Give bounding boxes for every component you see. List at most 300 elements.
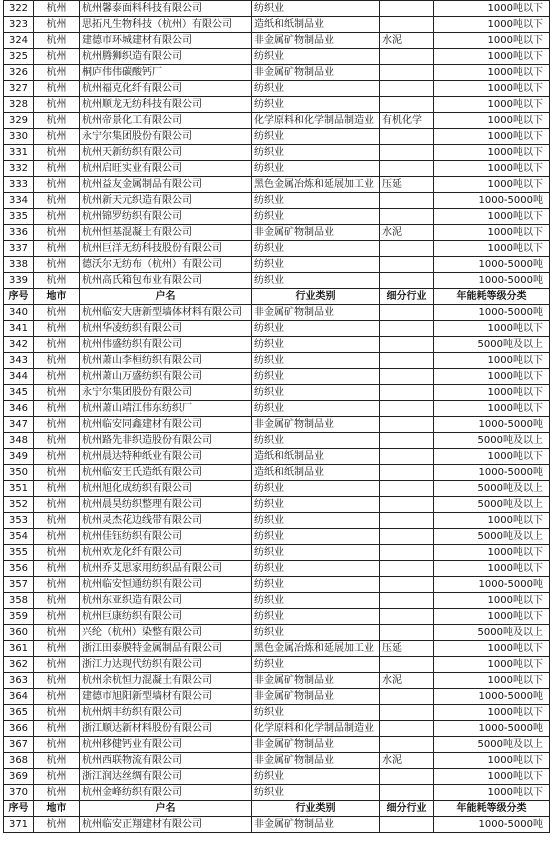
cell-industry: 纺织业 <box>252 785 380 801</box>
cell-level: 1000-5000吨 <box>434 465 550 481</box>
cell-sub <box>380 369 434 385</box>
cell-name: 杭州金峰纺织有限公司 <box>80 785 252 801</box>
cell-industry: 纺织业 <box>252 561 380 577</box>
cell-level: 1000吨以下 <box>434 385 550 401</box>
cell-level: 5000吨及以上 <box>434 737 550 753</box>
cell-name: 浙江力达现代纺织有限公司 <box>80 657 252 673</box>
cell-level: 1000吨以下 <box>434 609 550 625</box>
cell-level: 1000-5000吨 <box>434 817 550 833</box>
table-row <box>4 577 550 593</box>
cell-sub: 压延 <box>380 641 434 657</box>
cell-no: 346 <box>4 401 34 417</box>
cell-name: 杭州萧山万盛纺织有限公司 <box>80 369 252 385</box>
cell-city: 杭州 <box>34 353 80 369</box>
cell-city: 杭州 <box>34 641 80 657</box>
cell-no: 353 <box>4 513 34 529</box>
cell-city: 杭州 <box>34 657 80 673</box>
cell-city: 杭州 <box>34 17 80 33</box>
table-row <box>4 49 550 65</box>
cell-no: 333 <box>4 177 34 193</box>
cell-sub <box>380 401 434 417</box>
cell-name: 德沃尔无纺布（杭州）有限公司 <box>80 257 252 273</box>
cell-city: 杭州 <box>34 705 80 721</box>
cell-sub: 水泥 <box>380 33 434 49</box>
cell-no: 357 <box>4 577 34 593</box>
cell-industry: 造纸和纸制品业 <box>252 17 380 33</box>
cell-no: 345 <box>4 385 34 401</box>
cell-level: 1000-5000吨 <box>434 721 550 737</box>
cell-name: 浙江润达丝绸有限公司 <box>80 769 252 785</box>
cell-no: 365 <box>4 705 34 721</box>
table-header-row <box>4 801 550 817</box>
cell-no: 360 <box>4 625 34 641</box>
cell-sub <box>380 721 434 737</box>
cell-name: 杭州临安恒通纺织有限公司 <box>80 577 252 593</box>
cell-industry: 纺织业 <box>252 545 380 561</box>
cell-name: 杭州恒基混凝土有限公司 <box>80 225 252 241</box>
cell-name: 杭州东亚织造有限公司 <box>80 593 252 609</box>
cell-industry: 纺织业 <box>252 657 380 673</box>
cell-city: 杭州 <box>34 481 80 497</box>
cell-industry: 纺织业 <box>252 209 380 225</box>
cell-no: 334 <box>4 193 34 209</box>
cell-city: 杭州 <box>34 817 80 833</box>
cell-city: 杭州 <box>34 785 80 801</box>
cell-no: 359 <box>4 609 34 625</box>
cell-name: 建德市环城建材有限公司 <box>80 33 252 49</box>
header-cell-no: 序号 <box>4 801 34 817</box>
cell-city: 杭州 <box>34 225 80 241</box>
cell-sub <box>380 97 434 113</box>
table-row <box>4 401 550 417</box>
cell-level: 1000吨以下 <box>434 113 550 129</box>
cell-level: 1000-5000吨 <box>434 257 550 273</box>
header-cell-sub: 细分行业 <box>380 801 434 817</box>
cell-name: 杭州萧山李桓纺织有限公司 <box>80 353 252 369</box>
cell-level: 1000吨以下 <box>434 33 550 49</box>
cell-name: 杭州顺龙无纺科技有限公司 <box>80 97 252 113</box>
cell-name: 杭州余杭恒力混凝土有限公司 <box>80 673 252 689</box>
cell-level: 1000吨以下 <box>434 321 550 337</box>
cell-level: 1000吨以下 <box>434 513 550 529</box>
cell-city: 杭州 <box>34 193 80 209</box>
cell-city: 杭州 <box>34 257 80 273</box>
cell-city: 杭州 <box>34 49 80 65</box>
header-cell-no: 序号 <box>4 289 34 305</box>
cell-sub <box>380 337 434 353</box>
cell-sub <box>380 65 434 81</box>
cell-level: 1000吨以下 <box>434 369 550 385</box>
cell-level: 5000吨及以上 <box>434 433 550 449</box>
cell-industry: 纺织业 <box>252 401 380 417</box>
table-row <box>4 561 550 577</box>
table-row <box>4 641 550 657</box>
cell-industry: 纺织业 <box>252 385 380 401</box>
cell-name: 杭州华凌纺织有限公司 <box>80 321 252 337</box>
cell-no: 326 <box>4 65 34 81</box>
cell-name: 杭州巨洋无纺科技股份有限公司 <box>80 241 252 257</box>
cell-name: 杭州萧山靖江伟东纺织厂 <box>80 401 252 417</box>
cell-sub <box>380 737 434 753</box>
cell-city: 杭州 <box>34 449 80 465</box>
cell-industry: 纺织业 <box>252 321 380 337</box>
table-row <box>4 545 550 561</box>
cell-city: 杭州 <box>34 321 80 337</box>
cell-industry: 纺织业 <box>252 49 380 65</box>
cell-level: 1000吨以下 <box>434 49 550 65</box>
cell-name: 兴纶（杭州）染整有限公司 <box>80 625 252 641</box>
cell-industry: 纺织业 <box>252 497 380 513</box>
header-cell-name: 户名 <box>80 289 252 305</box>
header-cell-industry: 行业类别 <box>252 289 380 305</box>
cell-city: 杭州 <box>34 33 80 49</box>
cell-city: 杭州 <box>34 273 80 289</box>
cell-level: 1000吨以下 <box>434 97 550 113</box>
cell-no: 364 <box>4 689 34 705</box>
table-row <box>4 481 550 497</box>
cell-industry: 化学原料和化学制品制造业 <box>252 721 380 737</box>
cell-industry: 纺织业 <box>252 625 380 641</box>
cell-level: 5000吨及以上 <box>434 337 550 353</box>
cell-city: 杭州 <box>34 145 80 161</box>
table-row <box>4 769 550 785</box>
cell-level: 5000吨及以上 <box>434 481 550 497</box>
cell-name: 杭州高氏箱包布业有限公司 <box>80 273 252 289</box>
cell-level: 1000吨以下 <box>434 545 550 561</box>
cell-name: 杭州益友金属制品有限公司 <box>80 177 252 193</box>
cell-level: 1000吨以下 <box>434 593 550 609</box>
cell-level: 1000吨以下 <box>434 401 550 417</box>
table-row <box>4 177 550 193</box>
cell-level: 1000吨以下 <box>434 129 550 145</box>
cell-industry: 纺织业 <box>252 273 380 289</box>
cell-industry: 纺织业 <box>252 513 380 529</box>
table-row <box>4 689 550 705</box>
table-row <box>4 609 550 625</box>
cell-no: 354 <box>4 529 34 545</box>
cell-industry: 非金属矿物制品业 <box>252 65 380 81</box>
cell-no: 329 <box>4 113 34 129</box>
cell-industry: 纺织业 <box>252 1 380 17</box>
cell-sub <box>380 689 434 705</box>
cell-sub <box>380 785 434 801</box>
cell-industry: 非金属矿物制品业 <box>252 225 380 241</box>
cell-sub <box>380 209 434 225</box>
cell-sub <box>380 193 434 209</box>
cell-city: 杭州 <box>34 609 80 625</box>
cell-no: 340 <box>4 305 34 321</box>
cell-industry: 纺织业 <box>252 369 380 385</box>
cell-sub <box>380 593 434 609</box>
cell-name: 杭州巨康纺织有限公司 <box>80 609 252 625</box>
table-row <box>4 385 550 401</box>
cell-level: 1000吨以下 <box>434 1 550 17</box>
cell-industry: 非金属矿物制品业 <box>252 817 380 833</box>
table-row <box>4 129 550 145</box>
cell-city: 杭州 <box>34 177 80 193</box>
table-header-row <box>4 289 550 305</box>
cell-sub <box>380 1 434 17</box>
table-row <box>4 145 550 161</box>
cell-city: 杭州 <box>34 305 80 321</box>
cell-industry: 非金属矿物制品业 <box>252 753 380 769</box>
cell-city: 杭州 <box>34 545 80 561</box>
table-row <box>4 225 550 241</box>
table-row <box>4 337 550 353</box>
table-row <box>4 17 550 33</box>
cell-no: 352 <box>4 497 34 513</box>
cell-city: 杭州 <box>34 97 80 113</box>
header-cell-city: 地市 <box>34 801 80 817</box>
cell-sub <box>380 625 434 641</box>
cell-industry: 纺织业 <box>252 337 380 353</box>
cell-name: 杭州灵杰花边线带有限公司 <box>80 513 252 529</box>
cell-city: 杭州 <box>34 465 80 481</box>
cell-sub <box>380 513 434 529</box>
table-row <box>4 417 550 433</box>
table-row <box>4 97 550 113</box>
cell-level: 1000吨以下 <box>434 161 550 177</box>
cell-level: 1000吨以下 <box>434 17 550 33</box>
table-row <box>4 721 550 737</box>
cell-name: 浙江顺达新材料股份有限公司 <box>80 721 252 737</box>
cell-no: 341 <box>4 321 34 337</box>
cell-no: 339 <box>4 273 34 289</box>
cell-level: 1000-5000吨 <box>434 417 550 433</box>
cell-no: 367 <box>4 737 34 753</box>
cell-city: 杭州 <box>34 401 80 417</box>
cell-no: 356 <box>4 561 34 577</box>
cell-level: 1000吨以下 <box>434 785 550 801</box>
cell-name: 杭州乔艾思家用纺织品有限公司 <box>80 561 252 577</box>
cell-industry: 纺织业 <box>252 129 380 145</box>
cell-no: 332 <box>4 161 34 177</box>
cell-no: 366 <box>4 721 34 737</box>
cell-sub <box>380 417 434 433</box>
header-cell-level: 年能耗等级分类 <box>434 289 550 305</box>
cell-no: 369 <box>4 769 34 785</box>
cell-no: 348 <box>4 433 34 449</box>
cell-level: 1000吨以下 <box>434 657 550 673</box>
header-cell-sub: 细分行业 <box>380 289 434 305</box>
cell-no: 325 <box>4 49 34 65</box>
cell-name: 杭州启旺实业有限公司 <box>80 161 252 177</box>
cell-no: 330 <box>4 129 34 145</box>
table-row <box>4 305 550 321</box>
cell-city: 杭州 <box>34 737 80 753</box>
table-row <box>4 465 550 481</box>
cell-name: 杭州路先非织造股份有限公司 <box>80 433 252 449</box>
cell-industry: 纺织业 <box>252 593 380 609</box>
cell-name: 杭州伟盛纺织有限公司 <box>80 337 252 353</box>
cell-industry: 造纸和纸制品业 <box>252 465 380 481</box>
cell-no: 361 <box>4 641 34 657</box>
cell-name: 杭州临安同鑫建材有限公司 <box>80 417 252 433</box>
header-cell-city: 地市 <box>34 289 80 305</box>
cell-name: 建德市旭阳新型墙材有限公司 <box>80 689 252 705</box>
cell-no: 349 <box>4 449 34 465</box>
cell-industry: 非金属矿物制品业 <box>252 689 380 705</box>
cell-sub <box>380 609 434 625</box>
cell-sub <box>380 257 434 273</box>
table-row <box>4 321 550 337</box>
table-row <box>4 673 550 689</box>
cell-sub: 水泥 <box>380 753 434 769</box>
cell-level: 1000吨以下 <box>434 449 550 465</box>
cell-name: 杭州旭化成纺织有限公司 <box>80 481 252 497</box>
cell-level: 1000吨以下 <box>434 561 550 577</box>
cell-no: 328 <box>4 97 34 113</box>
table-row <box>4 529 550 545</box>
table-row <box>4 497 550 513</box>
cell-name: 思拓凡生物科技（杭州）有限公司 <box>80 17 252 33</box>
cell-industry: 纺织业 <box>252 145 380 161</box>
cell-industry: 纺织业 <box>252 481 380 497</box>
header-cell-industry: 行业类别 <box>252 801 380 817</box>
cell-city: 杭州 <box>34 673 80 689</box>
cell-city: 杭州 <box>34 769 80 785</box>
cell-level: 1000-5000吨 <box>434 305 550 321</box>
cell-city: 杭州 <box>34 241 80 257</box>
cell-name: 浙江田泰膜特金属制品有限公司 <box>80 641 252 657</box>
cell-sub <box>380 481 434 497</box>
cell-level: 5000吨及以上 <box>434 625 550 641</box>
cell-no: 338 <box>4 257 34 273</box>
cell-sub <box>380 577 434 593</box>
cell-industry: 纺织业 <box>252 193 380 209</box>
cell-sub <box>380 529 434 545</box>
cell-sub: 压延 <box>380 177 434 193</box>
cell-name: 永宁尔集团股份有限公司 <box>80 385 252 401</box>
cell-no: 343 <box>4 353 34 369</box>
table-row <box>4 65 550 81</box>
table-row <box>4 753 550 769</box>
table-row <box>4 657 550 673</box>
table-row <box>4 433 550 449</box>
cell-city: 杭州 <box>34 433 80 449</box>
cell-no: 358 <box>4 593 34 609</box>
cell-level: 1000吨以下 <box>434 673 550 689</box>
table-row <box>4 625 550 641</box>
cell-city: 杭州 <box>34 385 80 401</box>
table-row <box>4 209 550 225</box>
cell-sub <box>380 561 434 577</box>
cell-sub <box>380 321 434 337</box>
table-row <box>4 737 550 753</box>
table-row <box>4 81 550 97</box>
cell-industry: 黑色金属冶炼和延展加工业 <box>252 177 380 193</box>
cell-sub <box>380 705 434 721</box>
cell-level: 1000吨以下 <box>434 81 550 97</box>
cell-level: 1000吨以下 <box>434 641 550 657</box>
cell-name: 永宁尔集团股份有限公司 <box>80 129 252 145</box>
cell-city: 杭州 <box>34 577 80 593</box>
cell-name: 杭州晨达特种纸业有限公司 <box>80 449 252 465</box>
cell-sub <box>380 545 434 561</box>
cell-sub <box>380 161 434 177</box>
cell-sub <box>380 81 434 97</box>
cell-name: 杭州新天元织造有限公司 <box>80 193 252 209</box>
cell-industry: 纺织业 <box>252 705 380 721</box>
cell-name: 杭州临安正翔建材有限公司 <box>80 817 252 833</box>
cell-no: 355 <box>4 545 34 561</box>
cell-name: 杭州馨泰面料科技有限公司 <box>80 1 252 17</box>
cell-sub: 水泥 <box>380 225 434 241</box>
table-row <box>4 353 550 369</box>
cell-level: 1000吨以下 <box>434 753 550 769</box>
cell-sub <box>380 769 434 785</box>
cell-level: 5000吨及以上 <box>434 529 550 545</box>
cell-no: 324 <box>4 33 34 49</box>
cell-industry: 纺织业 <box>252 769 380 785</box>
cell-no: 323 <box>4 17 34 33</box>
cell-sub <box>380 353 434 369</box>
cell-industry: 纺织业 <box>252 529 380 545</box>
cell-sub <box>380 49 434 65</box>
cell-industry: 非金属矿物制品业 <box>252 737 380 753</box>
cell-city: 杭州 <box>34 753 80 769</box>
table-row <box>4 273 550 289</box>
table-row <box>4 113 550 129</box>
cell-industry: 黑色金属冶炼和延展加工业 <box>252 641 380 657</box>
cell-city: 杭州 <box>34 1 80 17</box>
cell-sub: 有机化学 <box>380 113 434 129</box>
cell-no: 368 <box>4 753 34 769</box>
cell-name: 杭州福克化纤有限公司 <box>80 81 252 97</box>
cell-name: 杭州腾狮织造有限公司 <box>80 49 252 65</box>
cell-industry: 纺织业 <box>252 609 380 625</box>
cell-city: 杭州 <box>34 625 80 641</box>
cell-sub <box>380 385 434 401</box>
cell-city: 杭州 <box>34 529 80 545</box>
cell-name: 杭州临安大唐新型墙体材料有限公司 <box>80 305 252 321</box>
cell-industry: 非金属矿物制品业 <box>252 417 380 433</box>
cell-no: 335 <box>4 209 34 225</box>
cell-industry: 纺织业 <box>252 97 380 113</box>
cell-name: 杭州佳钰纺织有限公司 <box>80 529 252 545</box>
header-cell-level: 年能耗等级分类 <box>434 801 550 817</box>
table-row <box>4 449 550 465</box>
cell-sub <box>380 305 434 321</box>
cell-city: 杭州 <box>34 593 80 609</box>
cell-sub <box>380 433 434 449</box>
cell-sub <box>380 465 434 481</box>
cell-sub <box>380 145 434 161</box>
cell-name: 杭州帝景化工有限公司 <box>80 113 252 129</box>
cell-no: 351 <box>4 481 34 497</box>
cell-city: 杭州 <box>34 81 80 97</box>
cell-no: 350 <box>4 465 34 481</box>
cell-name: 杭州炳丰纺织有限公司 <box>80 705 252 721</box>
table-row <box>4 193 550 209</box>
table-row <box>4 241 550 257</box>
cell-industry: 非金属矿物制品业 <box>252 33 380 49</box>
cell-industry: 纺织业 <box>252 81 380 97</box>
table-row <box>4 369 550 385</box>
cell-no: 342 <box>4 337 34 353</box>
cell-level: 1000-5000吨 <box>434 193 550 209</box>
cell-industry: 造纸和纸制品业 <box>252 449 380 465</box>
cell-level: 1000-5000吨 <box>434 577 550 593</box>
cell-no: 363 <box>4 673 34 689</box>
cell-city: 杭州 <box>34 209 80 225</box>
cell-sub <box>380 17 434 33</box>
cell-no: 344 <box>4 369 34 385</box>
cell-level: 1000-5000吨 <box>434 689 550 705</box>
cell-industry: 非金属矿物制品业 <box>252 673 380 689</box>
cell-city: 杭州 <box>34 161 80 177</box>
cell-industry: 纺织业 <box>252 161 380 177</box>
